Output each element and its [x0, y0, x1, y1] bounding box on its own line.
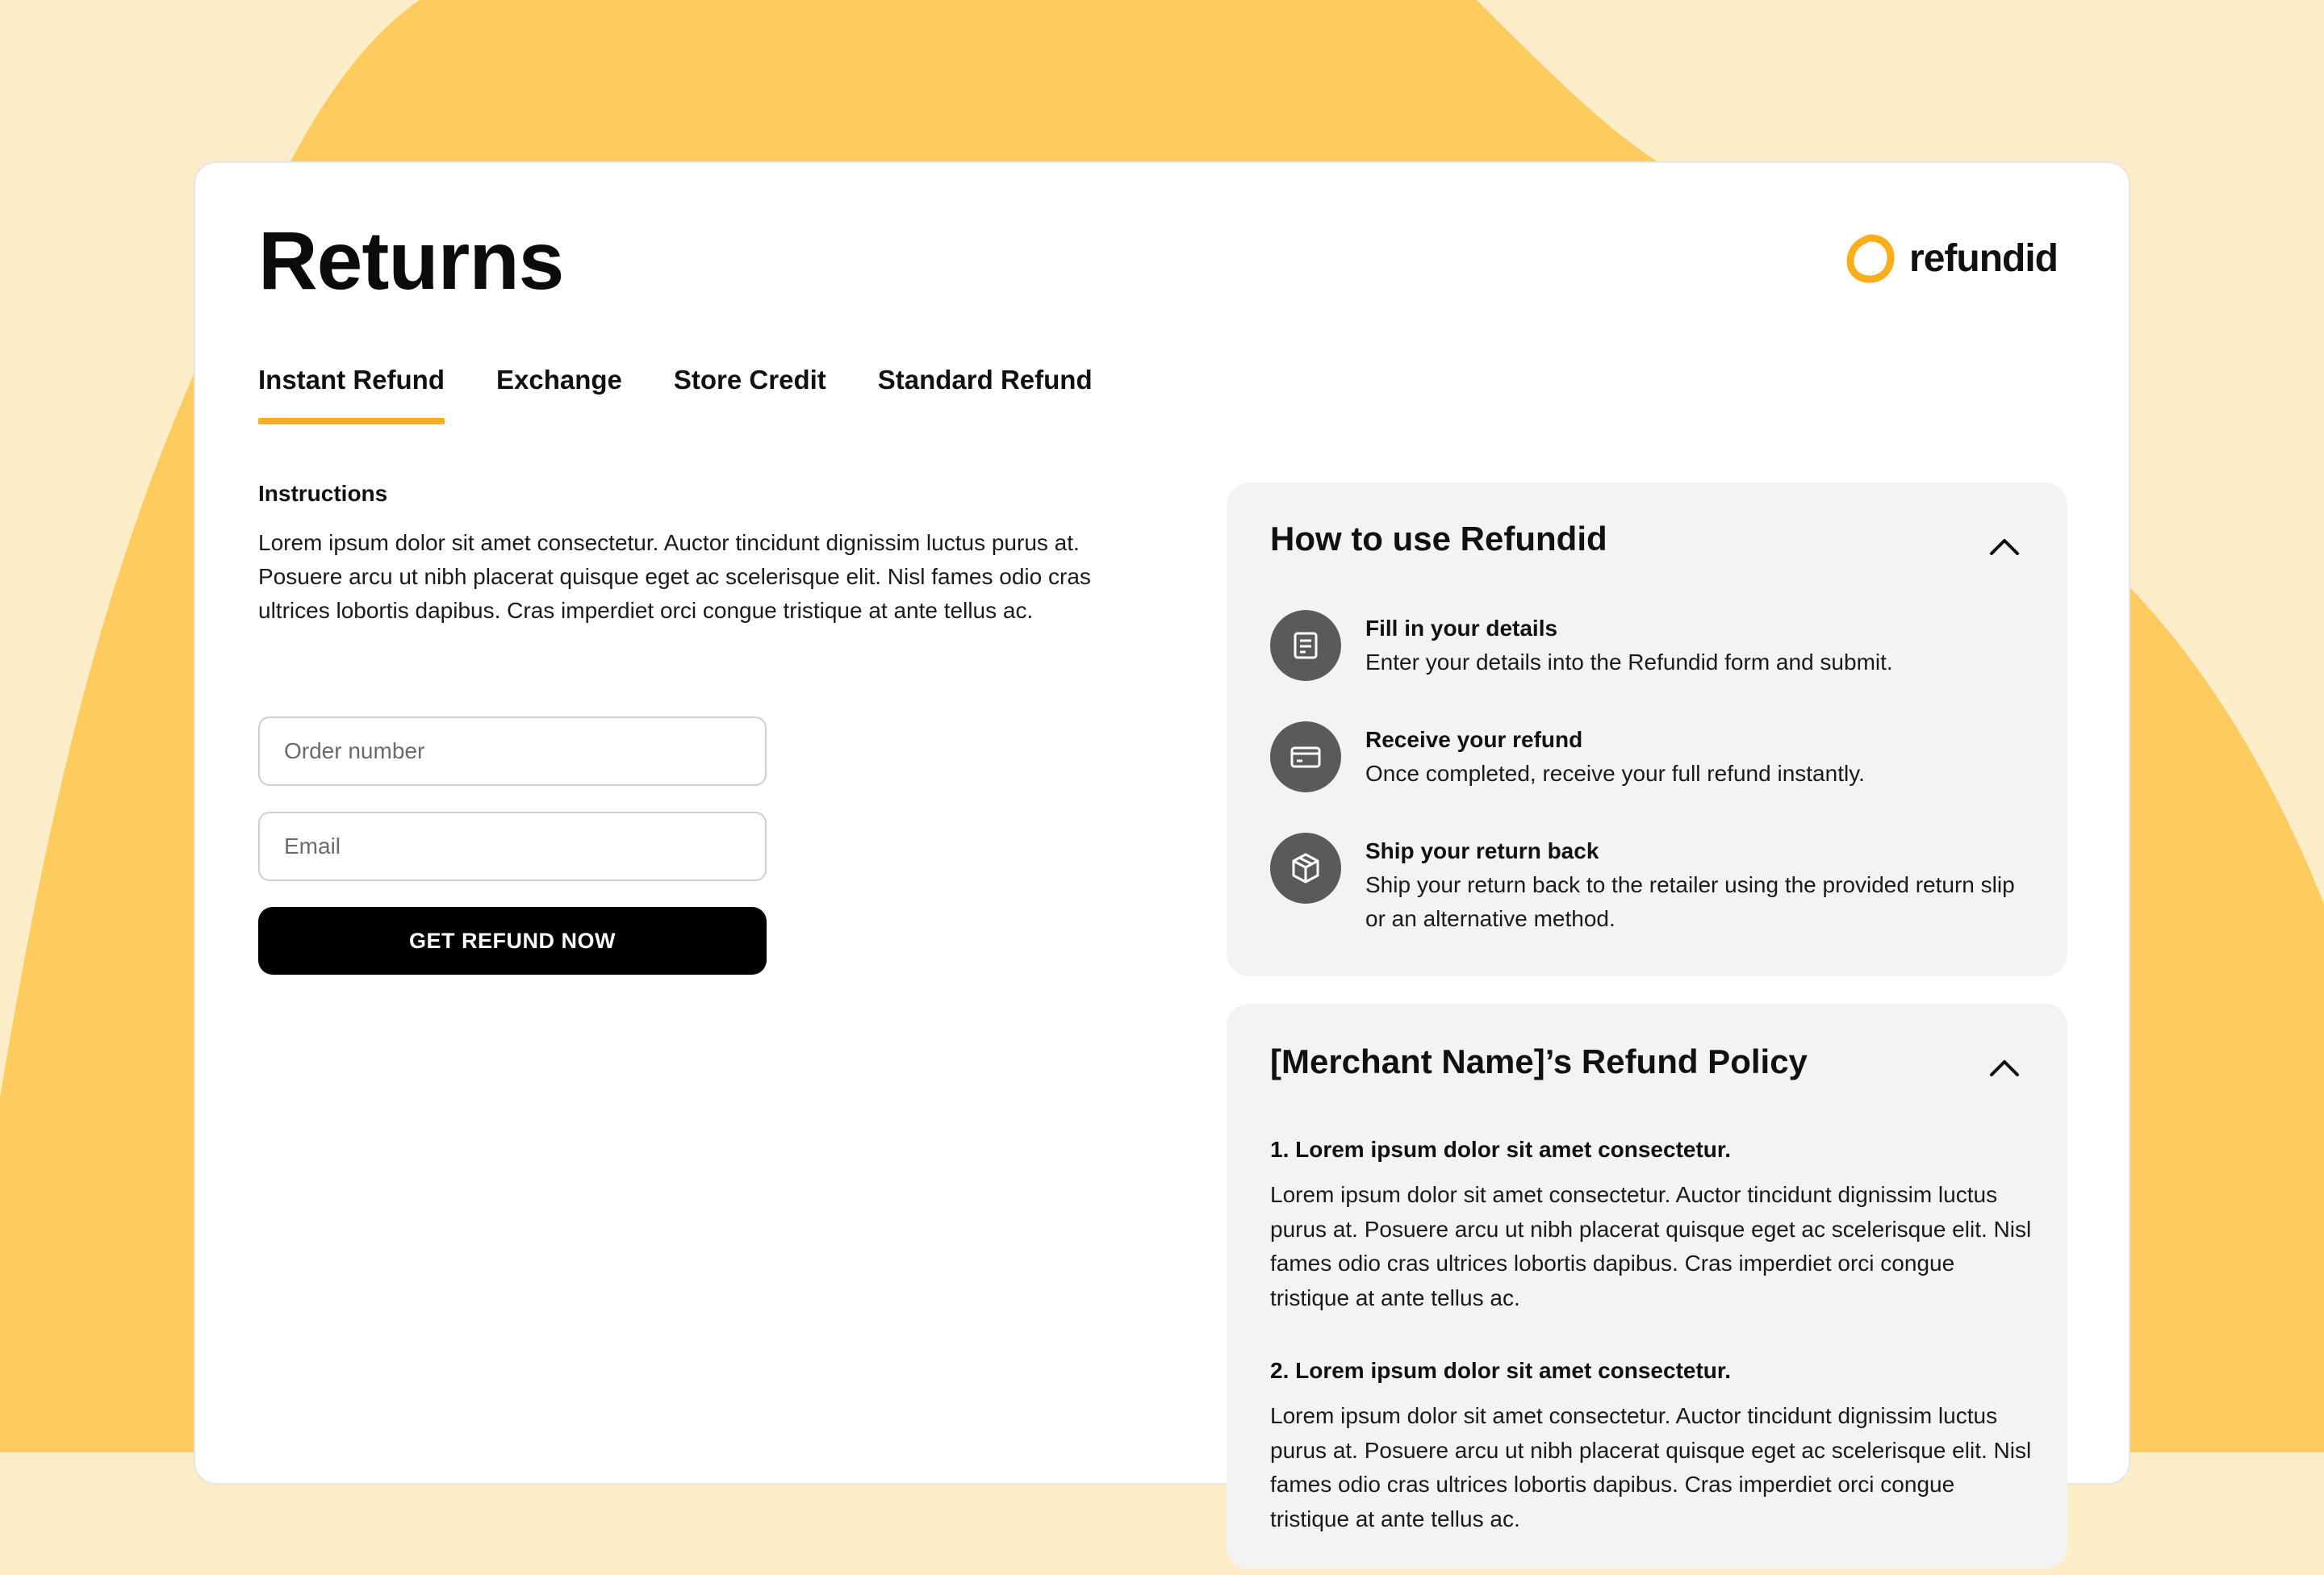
how-to-use-panel [1227, 483, 2067, 976]
refundid-logo-icon [1843, 231, 1898, 286]
step-title: Receive your refund [1365, 727, 1583, 752]
returns-card [194, 161, 2130, 1531]
step-item [1270, 610, 2029, 681]
step-item [1270, 721, 2029, 792]
brand-logo [1843, 231, 2058, 286]
policy-item-title: 1. Lorem ipsum dolor sit amet consectetur. [1270, 1137, 1732, 1162]
policy-item-title: 2. Lorem ipsum dolor sit amet consectetur. [1270, 1358, 1732, 1383]
card-icon [1270, 721, 1341, 792]
step-title: Ship your return back [1365, 838, 1599, 863]
instructions-text: Lorem ipsum dolor sit amet consectetur. Auctor tincidunt dignissim luctus purus at. Posuere arcu ut nibh placerat quisque eget ac scelerisque elit. Nisl fames odio cras ultrices lobortis dapibus. Cras imperdiet orci congue tristique at ante tellus ac. [258, 530, 1091, 623]
refund-policy-body [1270, 1133, 2037, 1575]
step-description: Enter your details into the Refundid form and submit. [1365, 650, 1893, 675]
step-item [1270, 833, 2029, 936]
refund-tabs [258, 365, 1093, 416]
step-description: Ship your return back to the retailer using the provided return slip or an alternative method. [1365, 872, 2015, 931]
tab-standard-refund[interactable]: Standard Refund [877, 365, 1093, 395]
brand-name: refundid [1909, 236, 2058, 280]
package-icon [1270, 833, 1341, 904]
policy-item-text: Lorem ipsum dolor sit amet consectetur. Auctor tincidunt dignissim luctus purus at. Posuere arcu ut nibh placerat quisque eget ac scelerisque elit. Nisl fames odio cras ultrices lobortis dapibus. Cras imperdiet orci congue tristique at ante tellus ac. [1270, 1403, 2032, 1531]
instructions-heading: Instructions [258, 481, 388, 506]
refund-policy-title: [Merchant Name]’s Refund Policy [1270, 1042, 1808, 1080]
tab-store-credit[interactable]: Store Credit [673, 365, 826, 395]
refund-policy-panel [1227, 1004, 2067, 1569]
policy-item-text: Lorem ipsum dolor sit amet consectetur. Auctor tincidunt dignissim luctus purus at. Posuere arcu ut nibh placerat quisque eget ac scelerisque elit. Nisl fames odio cras ultrices lobortis dapibus. Cras imperdiet orci congue tristique at ante tellus ac. [1270, 1182, 2032, 1310]
page-title: Returns [258, 215, 564, 307]
form-icon [1270, 610, 1341, 681]
tab-exchange[interactable]: Exchange [495, 365, 622, 395]
step-title: Fill in your details [1365, 616, 1558, 641]
how-to-steps [1270, 610, 2029, 976]
chevron-up-icon[interactable] [1985, 1052, 2024, 1084]
order-number-input[interactable] [258, 716, 767, 786]
tab-instant-refund[interactable]: Instant Refund [258, 365, 445, 416]
step-description: Once completed, receive your full refund instantly. [1365, 761, 1865, 786]
how-to-use-title: How to use Refundid [1270, 520, 1607, 558]
chevron-up-icon[interactable] [1985, 531, 2024, 563]
get-refund-button[interactable]: GET REFUND NOW [258, 907, 767, 975]
email-input[interactable] [258, 812, 767, 881]
